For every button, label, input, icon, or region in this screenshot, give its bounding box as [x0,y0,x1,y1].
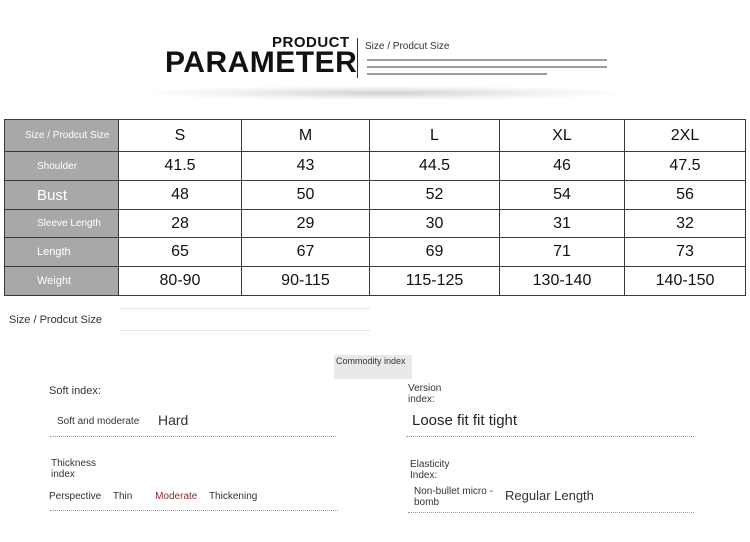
soft-index-option: Hard [158,412,189,428]
table-cell: 65 [119,238,242,267]
table-row [5,238,746,267]
table-cell: 80-90 [119,267,242,296]
thickness-options [49,491,266,502]
table-cell: 69 [370,238,500,267]
table-cell: 30 [370,210,500,238]
table-cell: 90-115 [242,267,370,296]
table-cell: 115-125 [370,267,500,296]
row-label: Sleeve Length [5,210,119,238]
header-fine-line-2 [367,66,607,68]
header-divider [357,38,358,78]
table-row [5,210,746,238]
dotted-rule [406,436,694,437]
version-index-title: Version index: [408,383,442,405]
thickness-option-selected: Moderate [155,491,198,502]
table-row [5,267,746,296]
header-product: PRODUCT [272,34,350,51]
dotted-rule [408,512,694,513]
table-cell: 47.5 [625,152,746,181]
size-header: S [119,120,242,152]
size-header: XL [500,120,625,152]
row-label: Bust [5,181,119,210]
elasticity-option: Non-bullet micro -bomb [414,486,493,508]
table-cell: 130-140 [500,267,625,296]
table-cell: 73 [625,238,746,267]
table-row [5,181,746,210]
dotted-rule [50,510,338,511]
table-cell: 44.5 [370,152,500,181]
table-corner-label: Size / Prodcut Size [5,120,119,152]
soft-index-option: Soft and moderate [57,416,140,427]
table-cell: 48 [119,181,242,210]
dotted-rule [50,436,336,437]
soft-index-title: Soft index: [49,385,101,397]
size-header: L [370,120,500,152]
table-cell: 28 [119,210,242,238]
elasticity-option: Regular Length [505,488,594,503]
table-cell: 29 [242,210,370,238]
size-header: 2XL [625,120,746,152]
size-header: M [242,120,370,152]
row-label: Weight [5,267,119,296]
table-cell: 32 [625,210,746,238]
thickness-option: Perspective [49,491,102,502]
size-table [4,119,746,296]
table-header-row [5,120,746,152]
table-row [5,152,746,181]
table-cell: 52 [370,181,500,210]
table-cell: 50 [242,181,370,210]
table-cell: 54 [500,181,625,210]
row-label: Length [5,238,119,267]
table-cell: 46 [500,152,625,181]
table-cell: 41.5 [119,152,242,181]
header-subtitle: Size / Prodcut Size [365,41,450,52]
size-section-label: Size / Prodcut Size [9,314,102,326]
table-cell: 71 [500,238,625,267]
table-cell: 140-150 [625,267,746,296]
commodity-index-box: Commodity index [334,355,412,379]
header-fine-line-1 [367,59,607,61]
row-label: Shoulder [5,152,119,181]
thickness-index-title: Thickness index [51,458,97,480]
table-cell: 67 [242,238,370,267]
faint-divider [120,330,370,331]
table-cell: 43 [242,152,370,181]
table-cell: 56 [625,181,746,210]
table-cell: 31 [500,210,625,238]
version-index-value: Loose fit fit tight [412,412,518,429]
elasticity-index-title: Elasticity Index: [410,459,450,481]
header-fine-line-3 [367,73,547,75]
faint-divider [120,308,370,309]
header-shadow [150,86,620,100]
thickness-option: Thickening [208,491,258,502]
header-parameter: PARAMETER [165,46,358,79]
thickness-option: Thin [112,491,133,502]
